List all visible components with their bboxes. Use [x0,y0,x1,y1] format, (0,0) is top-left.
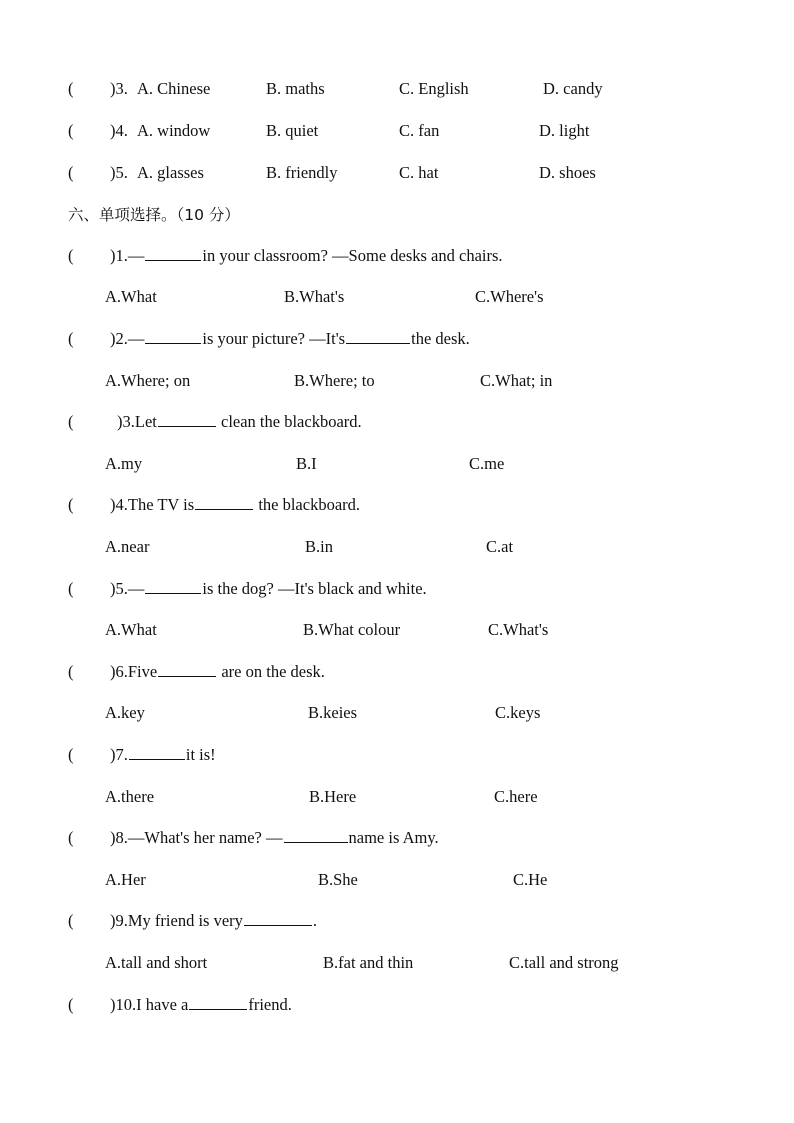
option-a: A. window [137,121,211,140]
question-text: )9.My friend is very . [110,911,318,930]
answer-paren[interactable]: ( [68,828,74,847]
option-b: B. quiet [266,121,319,140]
answer-paren[interactable]: ( [68,745,74,764]
answer-blank[interactable] [129,745,185,760]
option-d: D. shoes [539,163,596,182]
option-a: A.What [105,620,157,639]
question-text: )7. it is! [110,745,216,764]
option-c: C.tall and strong [509,953,619,972]
option-b: B.keies [308,703,358,722]
section-heading: 六、单项选择。（10 分） [68,206,240,224]
option-b: B.What's [284,287,345,306]
answer-blank[interactable] [284,828,348,843]
option-a: A.there [105,787,155,806]
option-b: B.Where; to [294,371,375,390]
answer-blank[interactable] [145,579,201,594]
option-b: B.fat and thin [323,953,414,972]
answer-blank[interactable] [189,995,247,1010]
question-text: )10.I have a friend. [110,995,292,1014]
option-b: B.in [305,537,333,556]
question-text: )1.— in your classroom? —Some desks and chairs. [110,246,503,265]
option-c: C. fan [399,121,440,140]
option-d: D. light [539,121,590,140]
option-b: B. friendly [266,163,338,182]
option-a: A.tall and short [105,953,208,972]
option-b: B.Here [309,787,357,806]
option-a: A. glasses [137,163,204,182]
question-text: )4.The TV is the blackboard. [110,495,361,514]
option-c: C.keys [495,703,541,722]
question-number: )5. [110,163,128,182]
option-a: A.key [105,703,145,722]
option-a: A. Chinese [137,79,211,98]
question-text: )8.—What's her name? — name is Amy. [110,828,439,847]
option-b: B.She [318,870,358,889]
answer-blank[interactable] [145,246,201,261]
question-text: )5.— is the dog? —It's black and white. [110,579,427,598]
option-b: B.What colour [303,620,401,639]
question-text: )6.Five are on the desk. [110,662,325,681]
option-c: C.me [469,454,505,473]
option-c: C.Where's [475,287,544,306]
question-text: )3.Let clean the blackboard. [117,412,362,431]
option-a: A.Her [105,870,146,889]
answer-blank[interactable] [346,329,410,344]
answer-paren[interactable]: ( [68,579,74,598]
answer-paren[interactable]: ( [68,495,74,514]
answer-paren[interactable]: ( [68,121,74,140]
option-a: A.near [105,537,150,556]
option-c: C.What's [488,620,549,639]
option-c: C. English [399,79,469,98]
answer-blank[interactable] [244,911,312,926]
answer-paren[interactable]: ( [68,662,74,681]
answer-paren[interactable]: ( [68,163,74,182]
option-b: B.I [296,454,317,473]
option-d: D. candy [543,79,603,98]
answer-paren[interactable]: ( [68,911,74,930]
option-a: A.Where; on [105,371,191,390]
answer-paren[interactable]: ( [68,79,74,98]
answer-paren[interactable]: ( [68,246,74,265]
option-c: C.here [494,787,538,806]
option-c: C.He [513,870,548,889]
option-a: A.my [105,454,143,473]
answer-paren[interactable]: ( [68,412,74,431]
question-number: )4. [110,121,128,140]
option-c: C.at [486,537,514,556]
question-text: )2.— is your picture? —It's the desk. [110,329,470,348]
answer-blank[interactable] [195,495,253,510]
answer-paren[interactable]: ( [68,995,74,1014]
answer-blank[interactable] [145,329,201,344]
option-a: A.What [105,287,157,306]
answer-blank[interactable] [158,662,216,677]
answer-paren[interactable]: ( [68,329,74,348]
option-c: C.What; in [480,371,553,390]
option-b: B. maths [266,79,325,98]
answer-blank[interactable] [158,412,216,427]
option-c: C. hat [399,163,439,182]
question-number: )3. [110,79,128,98]
